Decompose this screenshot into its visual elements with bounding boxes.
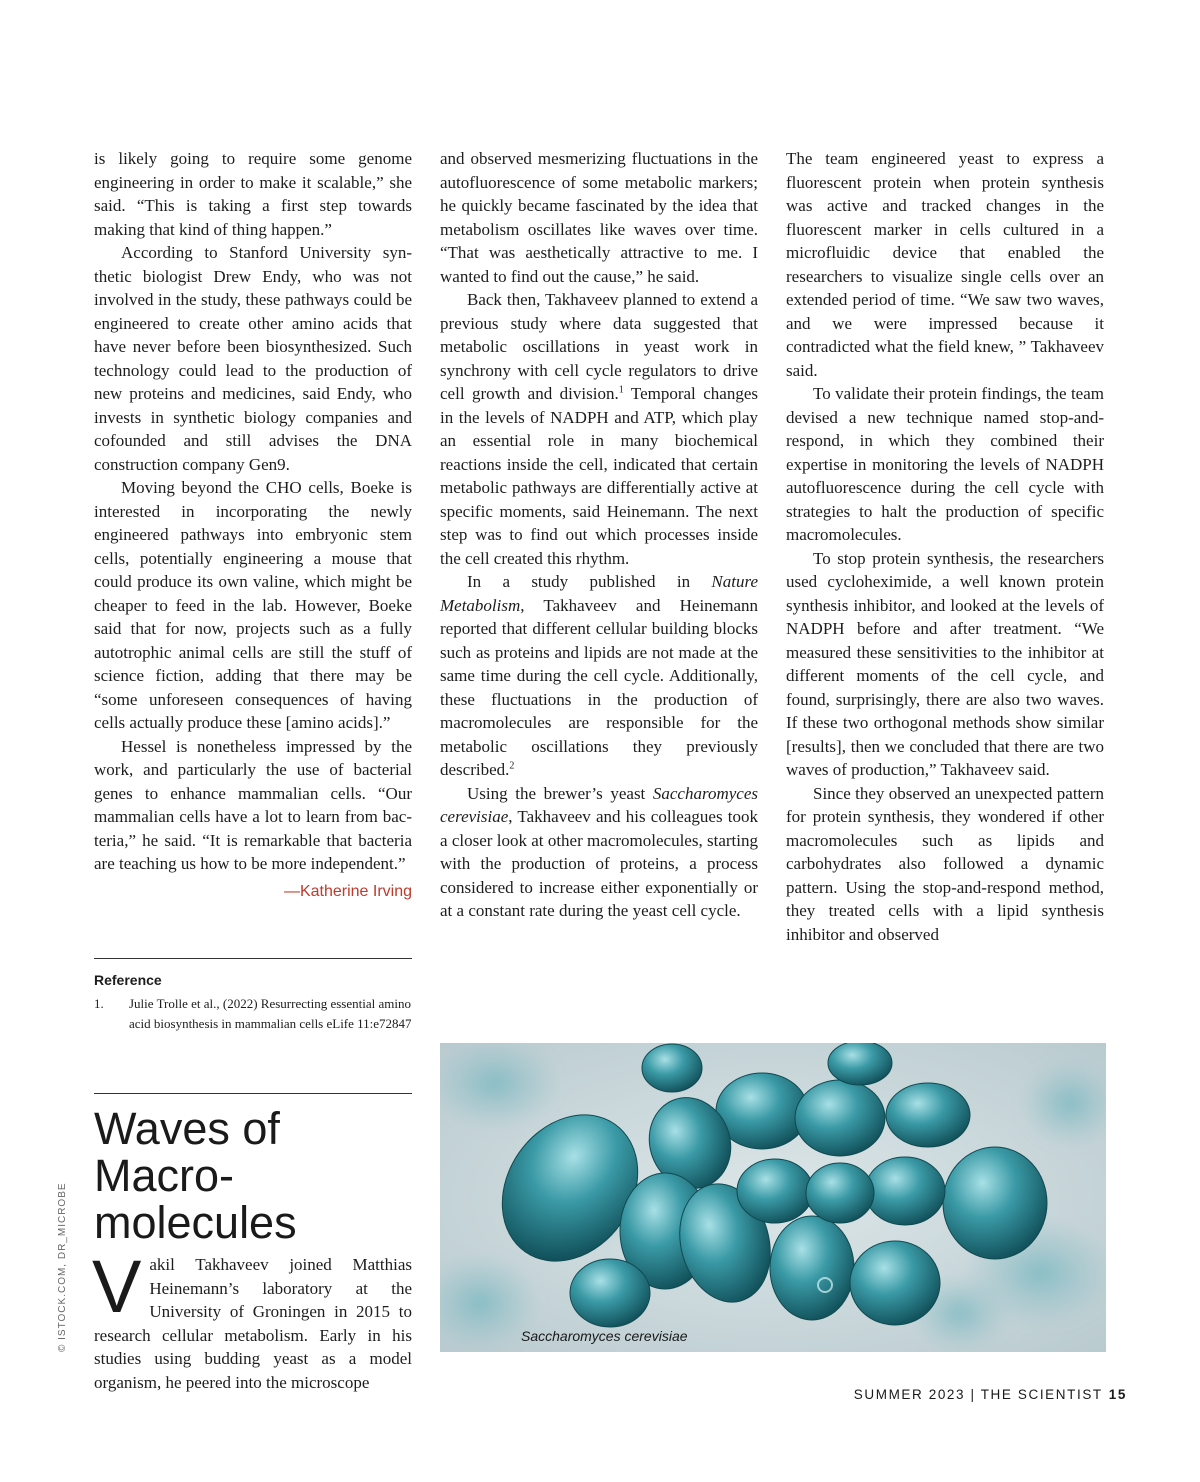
paragraph: and observed mesmerizing fluctuations in the autofluorescence of some metabolic markers; he quickly became fascinated by the idea that metabolism oscillates like waves over time. “That was aesthetically attractive to me. I wanted to find out the cause,” he said. [440,149,758,286]
article-headline [94,1105,412,1246]
paragraph: is likely going to require some genome engineering in order to make it scalable,” she said. “This is taking a first step towards making that kind of thing happen.” [94,149,412,239]
photo-credit-text: © ISTOCK.COM, DR_MICROBE [57,1182,68,1352]
paragraph: To validate their protein findings, the team devised a new technique named stop-and-respond, in which they combined their expertise in monitoring the levels of NADPH autofluorescence during the cell cycle with strategies to halt the production of specific macromolecules. [786,384,1104,544]
reference-text: Julie Trolle et al., (2022) Resurrecting essential amino acid biosynthesis in mammalian cells eLife 11:e72847 [129,996,412,1031]
page-footer [854,1387,1127,1402]
yeast-cells-illustration [440,1043,1106,1352]
headline-line: Waves of [94,1103,280,1154]
text-run: In a study published in [467,572,712,591]
section-divider [94,958,412,959]
reference-heading: Reference [94,972,162,988]
paragraph: Hessel is nonetheless impressed by the work, and particularly the use of bacterial genes to enhance mammalian cells. “Our mammalian cells have a lot to learn from bacteria,” he said. “It is remarkable that bacteria are teaching us how to be more independent.” [94,736,412,873]
text-run: , Takhaveev and his colleagues took a closer look at other macromolecules, starting with the production of proteins, a process considered to increase either exponentially or at a constant rate during the yeast cell cycle. [440,807,758,920]
photo-credit [55,1182,71,1352]
paragraph: The team engineered yeast to express a fluorescent protein when protein synthesis was active and tracked changes in the fluorescent marker in cells cultured in a microfluidic device that enabled the researchers to visualize single cells over an extended period of time. “We saw two waves, and we were impressed because it contradicted what the field knew, ” Takhaveev said. [786,149,1104,380]
paragraph: Moving beyond the CHO cells, Boeke is interested in incorporating the newly engineered pathways into embryonic stem cells, potentially engineering a mouse that could produce its own valine, which might be cheaper to feed in the lab. However, Boeke said that for now, projects such as a fully autotrophic animal cells are still the stuff of science fiction, adding that there may be “some unforeseen consequences of having cells actually produce these [amino acids].” [94,478,412,732]
headline-line: molecules [94,1197,297,1248]
paragraph [440,288,758,570]
species-name: Saccharomyces cerevisiae [440,783,758,826]
page-number: 15 [1108,1387,1127,1402]
paragraph [440,782,758,923]
paragraph: To stop protein synthesis, the researchers used cycloheximide, a well known protein synthesis inhibitor, and looked at the levels of NADPH before and after treatment. “We measured these sensitivities to the inhibitor at different moments of the cell cycle, and found, surprisingly, there are also two waves. If these two orthogonal methods show similar [results], then we concluded that there are two waves of production,” Takhaveev said. [786,548,1104,779]
headline-line: Macro- [94,1150,235,1201]
yeast-cells-photo [440,1043,1106,1352]
section-divider [94,1093,412,1094]
paragraph: According to Stanford University synthetic biologist Drew Endy, who was not involved in the study, these pathways could be engineered to create other amino acids that have never before been biosynthesized. Such technology could lead to the production of new proteins and medicines, said Endy, who invests in synthetic biology companies and cofounded and still advises the DNA construction company Gen9. [94,243,412,474]
publication-name: SUMMER 2023 | THE SCIENTIST [853,1387,1103,1402]
author-signature: —Katherine Irving [283,882,412,900]
text-run: Back then, Takhaveev planned to extend a previous study where data suggested that metabolic oscillations in yeast work in synchrony with cell cycle regulators to drive cell growth and division. [440,290,758,403]
text-run: Temporal changes in the levels of NADPH and ATP, which play an essential role in many biochemical reactions inside the cell, indicated that certain metabolic pathways are differentially active at specific moments, said Heinemann. The next step was to find out which processes inside the cell created this rhythm. [440,384,759,568]
article-column-1 [94,147,412,903]
paragraph: Since they observed an unexpected pattern for protein synthesis, they wondered if other macromolecules such as lipids and carbohydrates also followed a dynamic pattern. Using the stop-and-respond method, they treated cells with a lipid synthesis inhibitor and observed [786,783,1104,944]
journal-name: Nature Metabolism [440,572,758,615]
intro-text: akil Takhaveev joined Matthias Heinemann’s laboratory at the University of Groningen in 2015 to research cellular metabolism. Early in his studies using budding yeast as a model organism, he peered into the microscope [94,1255,412,1392]
drop-cap: V [92,1245,142,1328]
citation-marker: 2 [509,760,515,772]
reference-list [94,994,412,1033]
text-run: Using the brewer’s yeast [467,783,653,803]
intro-paragraph [92,1245,412,1394]
citation-marker: 1 [618,384,624,396]
text-run: , Takhaveev and Heinemann reported that different cellular building blocks such as proteins and lipids are not made at the same time during the cell cycle. Additionally, these fluctuations in the production of macromolecules are responsible for the metabolic oscillations they previously described. [440,595,758,779]
reference-number: 1. [94,996,104,1011]
photo-caption: Saccharomyces cerevisiae [521,1328,688,1344]
reference-item [94,994,412,1033]
article-column-2 [440,147,758,923]
paragraph [440,570,758,782]
article-column-3 [786,147,1104,946]
